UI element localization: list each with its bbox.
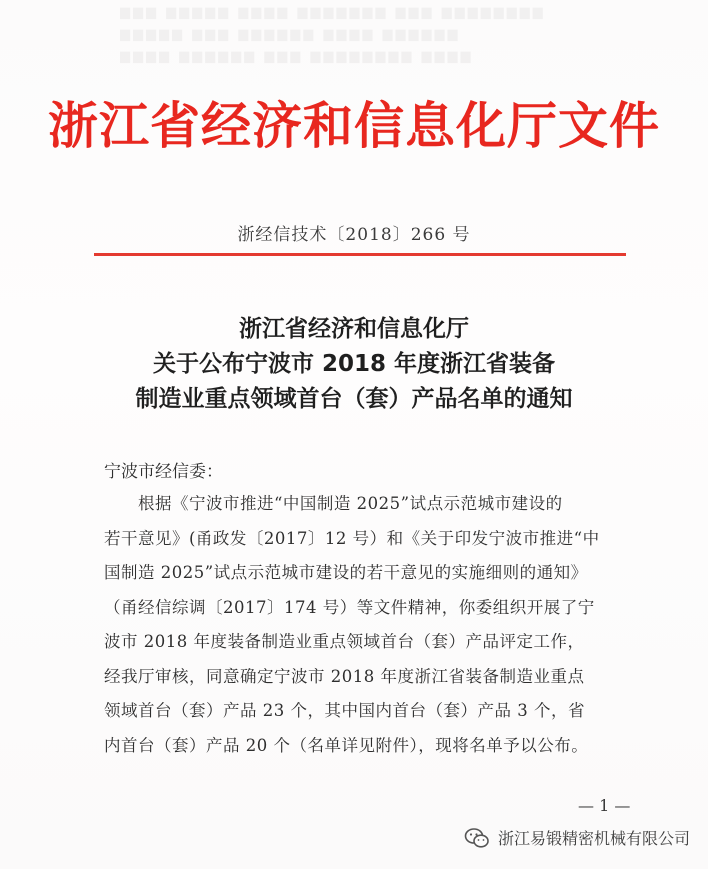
body-line: 波市 2018 年度装备制造业重点领域首台（套）产品评定工作，: [104, 632, 585, 651]
document-header-title: 浙江省经济和信息化厅文件: [48, 97, 660, 155]
document-number: 浙经信技术〔2018〕266 号: [237, 225, 471, 245]
body-line: 若干意见》(甬政发〔2017〕12 号）和《关于印发宁波市推进“中: [104, 528, 600, 548]
watermark-text: 浙江易锻精密机械有限公司: [498, 829, 691, 848]
body-line: 内首台（套）产品 20 个（名单详见附件），现将名单予以公布。: [104, 735, 589, 755]
notice-title-line: 关于公布宁波市 2018 年度浙江省装备: [152, 351, 556, 377]
body-line: （甬经信综调〔2017〕174 号）等文件精神，你委组织开展了宁: [104, 597, 595, 617]
body-paragraph: [104, 487, 644, 763]
notice-title-line: 浙江省经济和信息化厅: [239, 316, 469, 342]
wechat-watermark: [464, 826, 690, 849]
wechat-icon: [464, 827, 490, 849]
notice-title: [0, 312, 708, 417]
notice-title-line: 制造业重点领域首台（套）产品名单的通知: [135, 386, 573, 412]
show-through-texture: ▆▆▆ ▆▆▆▆▆ ▆▆▆▆ ▆▆▆▆▆▆▆ ▆▆▆ ▆▆▆▆▆▆▆▆ ▆▆▆▆▆ ▆▆▆ ▆▆▆▆▆▆ ▆▆▆▆ ▆▆▆▆▆▆ ▆▆▆▆ ▆▆▆▆▆▆ ▆▆▆ ▆▆▆▆▆▆▆▆ ▆▆▆▆: [120, 5, 546, 64]
body-line: 经我厅审核，同意确定宁波市 2018 年度浙江省装备制造业重点: [104, 666, 585, 686]
recipient-salutation: 宁波市经信委：: [104, 462, 223, 482]
page-number: — 1 —: [578, 796, 631, 815]
body-line: 根据《宁波市推进“中国制造 2025”试点示范城市建设的: [104, 494, 563, 513]
body-line: 国制造 2025”试点示范城市建设的若干意见的实施细则的通知》: [104, 563, 588, 582]
body-line: 领域首台（套）产品 23 个，其中国内首台（套）产品 3 个，省: [104, 701, 585, 720]
red-divider-line: [94, 253, 626, 256]
